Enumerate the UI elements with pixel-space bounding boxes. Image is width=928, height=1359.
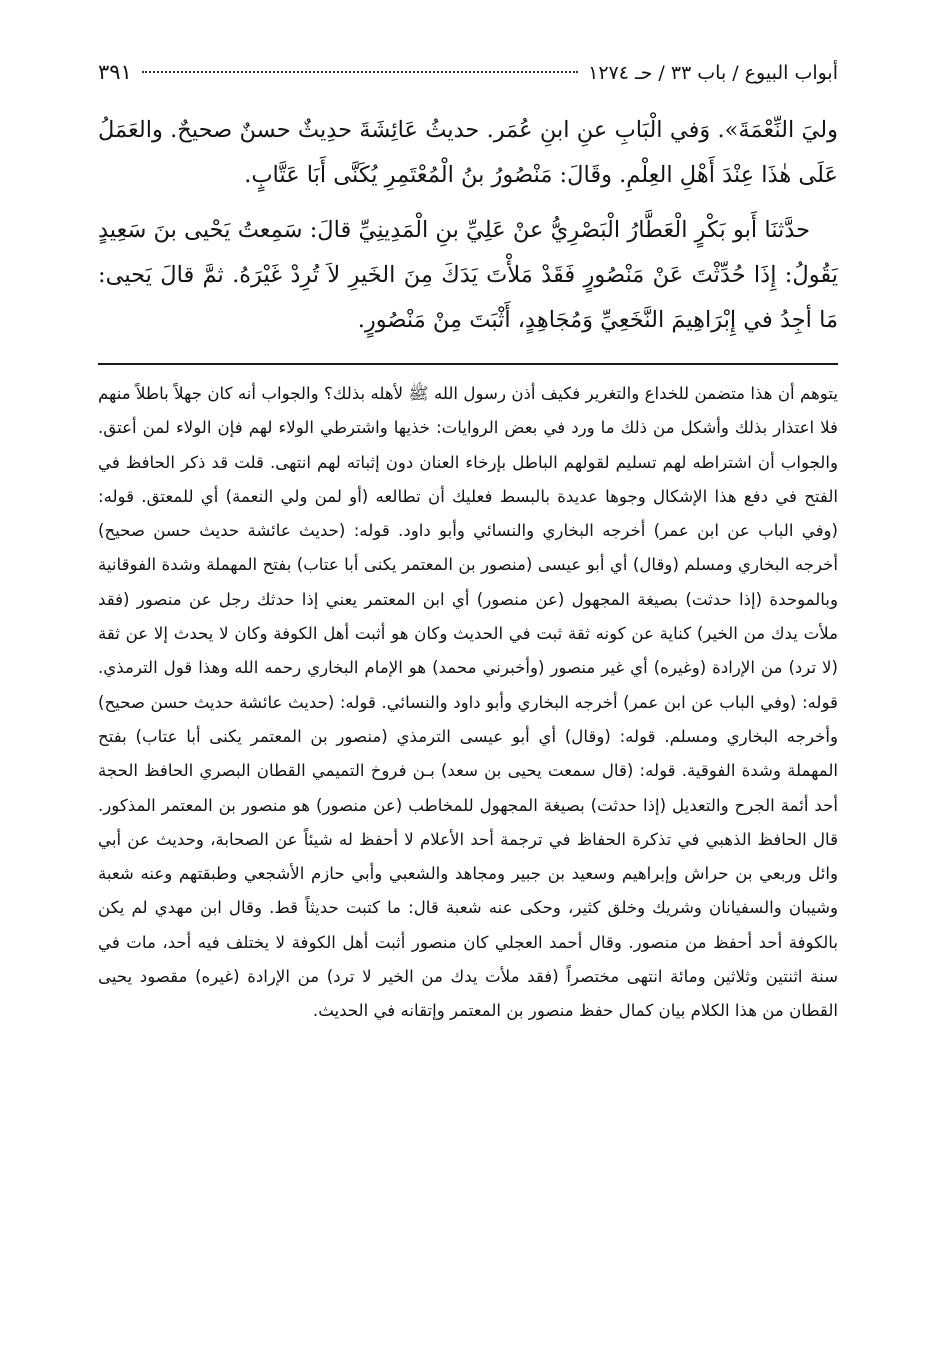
main-text <box>98 108 838 343</box>
running-title: أبواب البيوع / باب ٣٣ / حـ ١٢٧٤ <box>588 62 838 84</box>
page-number: ٣٩١ <box>98 60 132 84</box>
section-divider <box>98 363 838 365</box>
header-leader-dots <box>142 71 578 73</box>
page-header <box>98 60 838 104</box>
book-page <box>98 60 838 1029</box>
commentary-paragraph: يتوهم أن هذا متضمن للخداع والتغرير فكيف أذن رسول الله ﷺ لأهله بذلك؟ والجواب أنه كان جهلاً باطلاً منهم فلا اعتذار بذلك وأشكل من ذلك ما ورد في بعض الروايات: خذيها واشترطي الولاء لهم فإن الولاء لمن أعتق. والجواب أن اشتراطه لهم تسليم لقولهم الباطل بإرخاء العنان دون إثباته لهم انتهى. قلت قد ذكر الحافظ في الفتح في دفع هذا الإشكال وجوها عديدة بالبسط فعليك أن تطالعه (أو لمن ولي النعمة) أي للمعتق. قوله:(وفي الباب عن ابن عمر) أخرجه البخاري والنسائي وأبو داود. قوله: (حديث عائشة حديث حسن صحيح) أخرجه البخاري ومسلم (وقال) أي أبو عيسى (منصور بن المعتمر يكنى أبا عتاب) بفتح المهملة وشدة الفوقانية وبالموحدة (إذا حدثت) بصيغة المجهول (عن منصور) أي ابن المعتمر يعني إذا حدثك رجل عن منصور (فقد ملأت يدك من الخير) كناية عن كونه ثقة ثبت في الحديث وكان هو أثبت أهل الكوفة وكان لا يحدث إلا عن ثقة (لا ترد) من الإرادة (وغيره) أي غير منصور (وأخبرني محمد) هو الإمام البخاري رحمه الله وهذا قول الترمذي. قوله: (وفي الباب عن ابن عمر) أخرجه البخاري وأبو داود والنسائي. قوله: (حديث عائشة حديث حسن صحيح) وأخرجه البخاري ومسلم. قوله: (وقال) أي أبو عيسى الترمذي (منصور بن المعتمر يكنى أبا عتاب) بفتح المهملة وشدة الفوقية. قوله: (قال سمعت يحيى بن سعد) بـن فروخ التميمي القطان البصري الحافظ الحجة أحد أئمة الجرح والتعديل (إذا حدثت) بصيغة المجهول للمخاطب (عن منصور) هو منصور بن المعتمر المذكور. قال الحافظ الذهبي في تذكرة الحفاظ في ترجمة أحد الأعلام لا أحفظ له شيئاً عن الصحابة، وحديث عن أبي وائل وربعي بن حراش وإبراهيم وسعيد بن جبير ومجاهد والشعبي وأبي حازم الأشجعي وطبقتهم وعنه شعبة وشيبان والسفيانان وشريك وخلق كثير، وحكى عنه شعبة قال: ما كتبت حديثاً قط. وقال ابن مهدي لم يكن بالكوفة أحد أحفظ من منصور. وقال أحمد العجلي كان منصور أثبت أهل الكوفة لا يختلف فيه أحد، مات في سنة اثنتين وثلاثين ومائة انتهى مختصراً (فقد ملأت يدك من الخير لا ترد) من الإرادة (غيره) مقصود يحيى القطان من هذا الكلام بيان كمال حفظ منصور بن المعتمر وإتقانه في الحديث. <box>98 384 838 1021</box>
main-paragraph: وليَ النِّعْمَةَ». وَفي الْبَابِ عنِ ابنِ عُمَر. حديثُ عَائِشَةَ حدِيثٌ حسنٌ صحيحٌ. والعَمَلُ عَلَى هٰذَا عِنْدَ أَهْلِ العِلْمِ. وقَالَ: مَنْصُورُ بنُ الْمُعْتَمِرِ يُكَنَّى أَبَا عَتَّابٍ. <box>98 117 838 188</box>
commentary-section <box>98 377 838 1029</box>
main-paragraph: حدَّثنَا أَبو بَكْرٍ الْعَطَّارُ الْبَصْرِيُّ عنْ عَلِيِّ بنِ الْمَدِينِيِّ قالَ: سَمِعتُ يَحْيى بنَ سَعِيدٍ يَقُولُ: إِذَا حُدِّثْتَ عَنْ مَنْصُورٍ فَقَدْ مَلأْتَ يَدَكَ مِنَ الخَيرِ لاَ تُرِدْ غَيْرَهُ. ثمَّ قالَ يَحيى: مَا أجِدُ في إِبْرَاهِيمَ النَّخَعِيِّ وَمُجَاهِدٍ، أَثْبَتَ مِنْ مَنْصُورٍ. <box>98 217 838 333</box>
